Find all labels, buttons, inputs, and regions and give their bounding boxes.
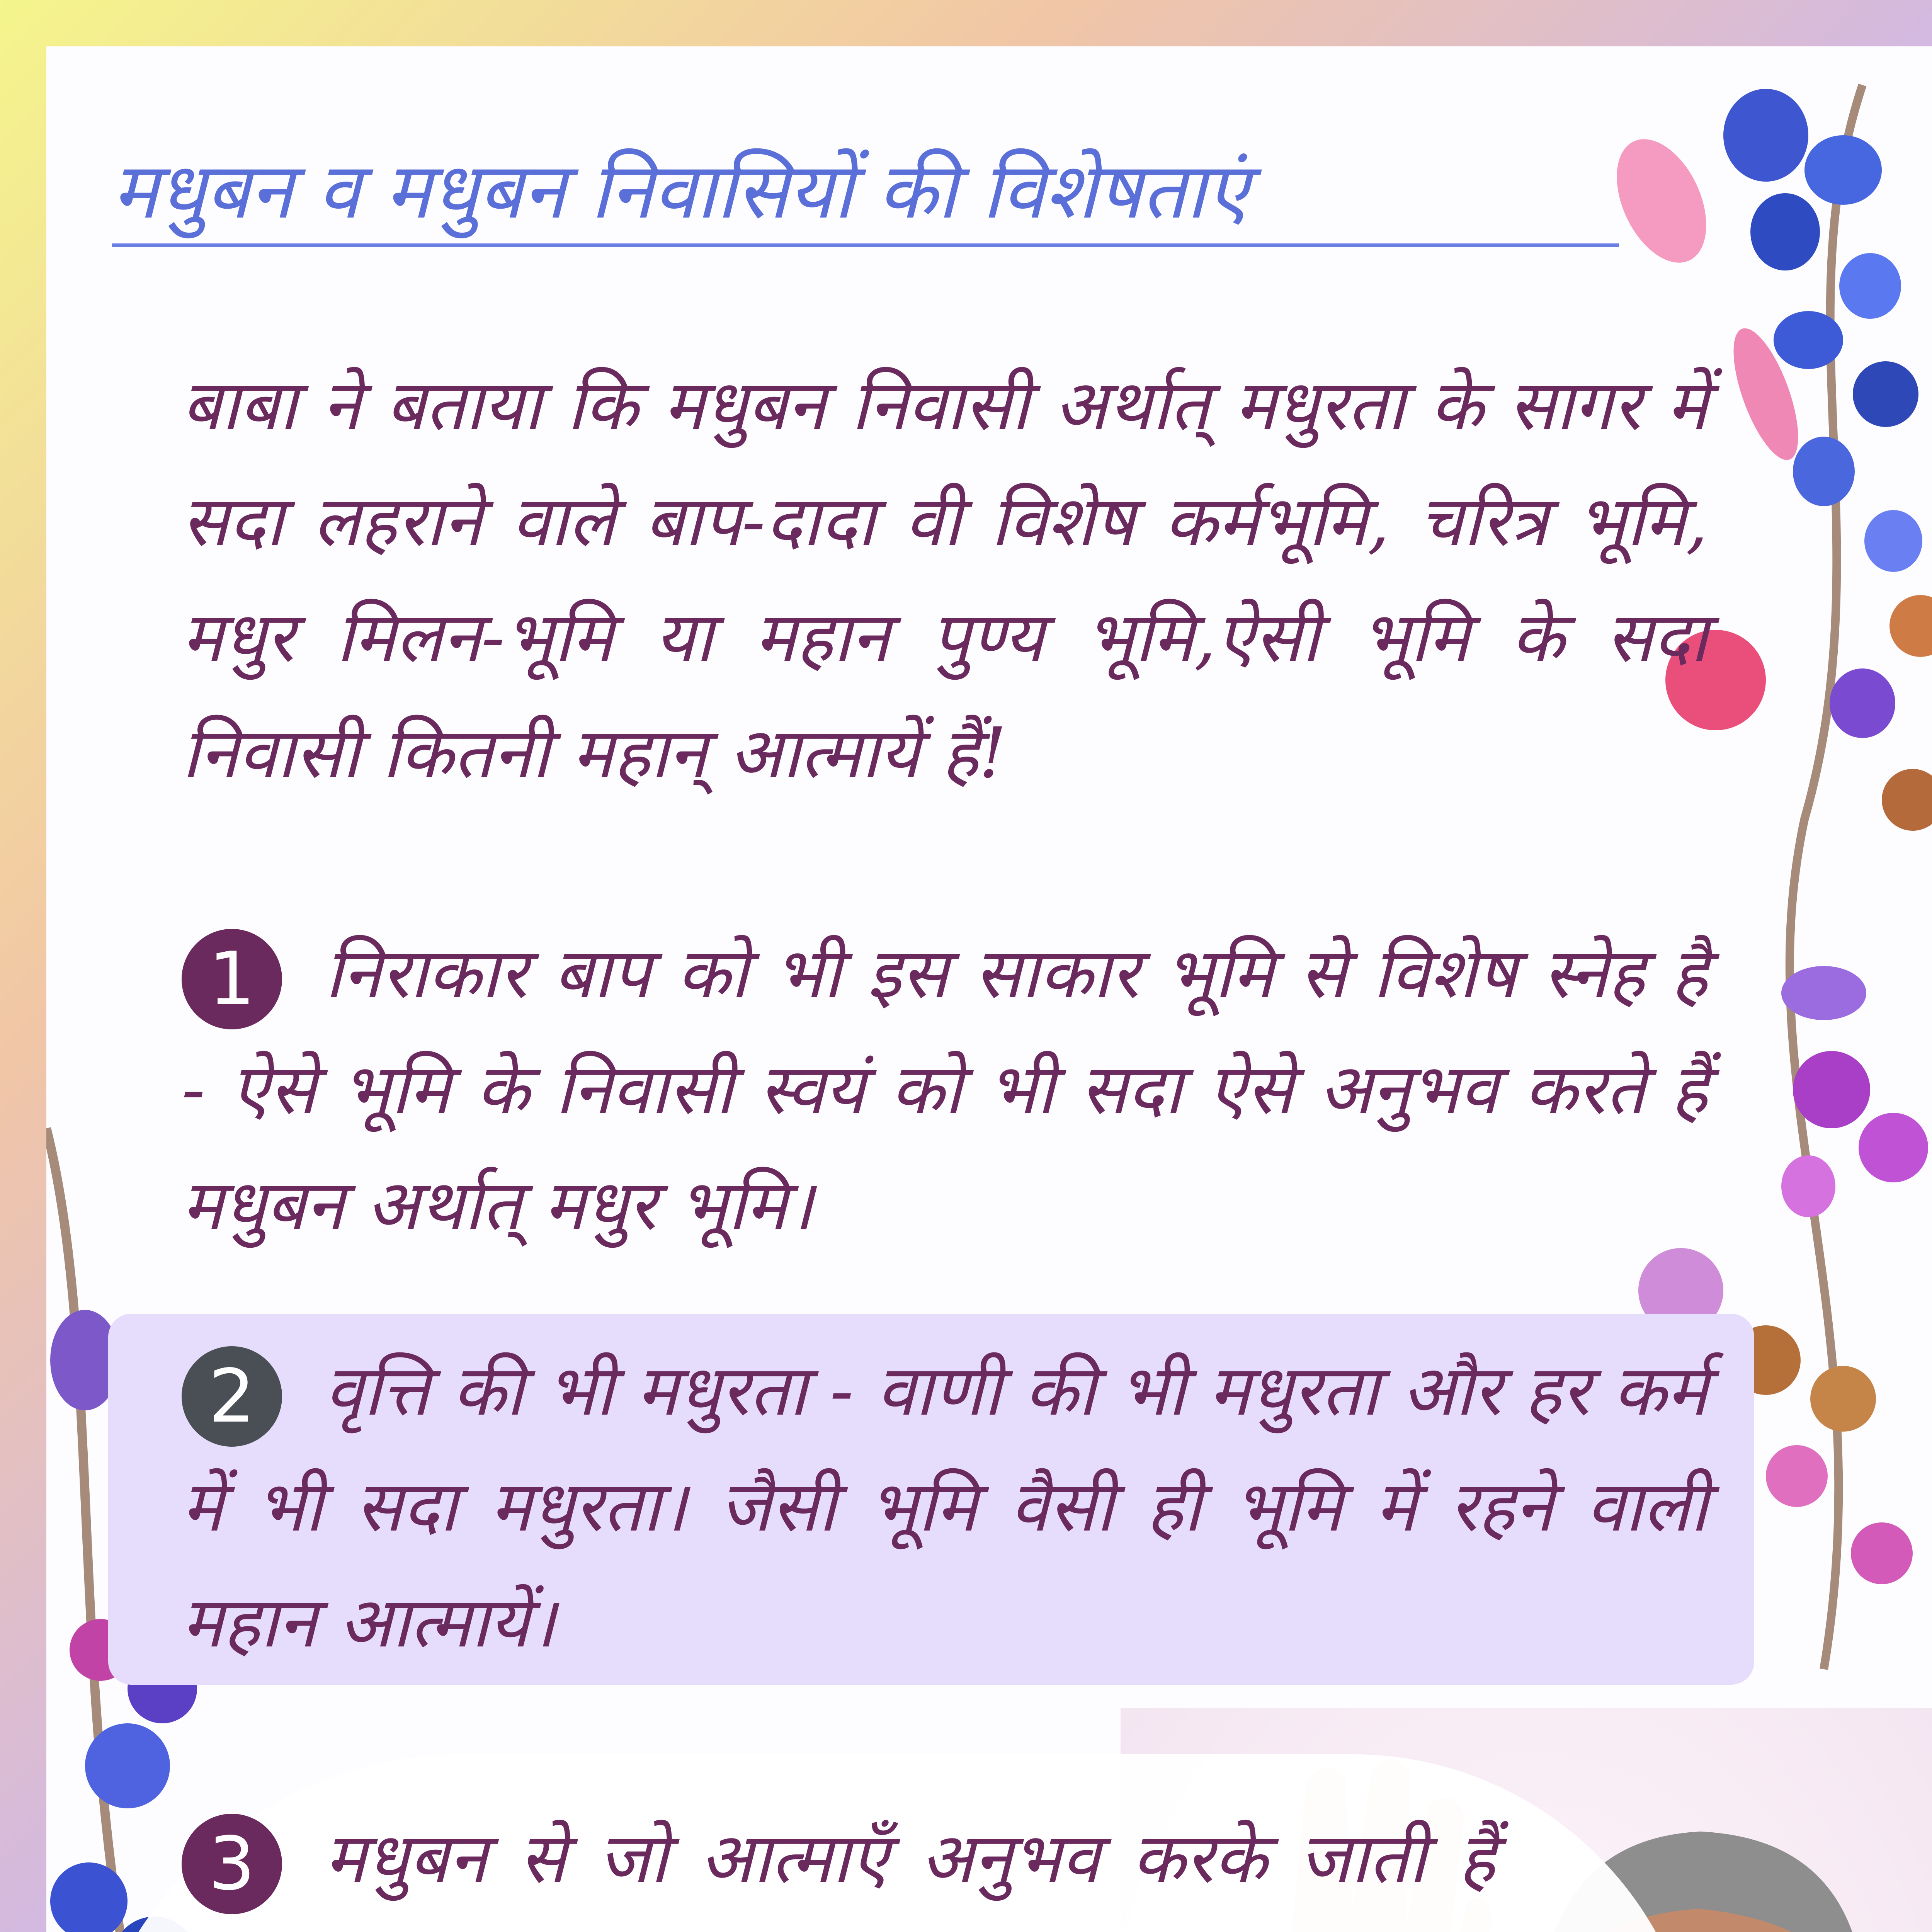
- point-2-text: वृत्ति की भी मधुरता - वाणी की भी मधुरता और हर कर्म में भी सदा मधुरता। जैसी भूमि वैसी ही भूमि में रहने वाली महान आत्मायें।: [182, 1350, 1708, 1663]
- point-3: [182, 1801, 1495, 1932]
- number-badge-2: 2: [182, 1346, 282, 1447]
- content-sheet: [46, 46, 1932, 1932]
- page-title: मधुबन व मधुबन निवासियों की विशेषताएं: [112, 143, 1619, 247]
- point-3-text: मधुबन से जो आत्माएँ अनुभव करके जाती हैं: [325, 1818, 1495, 1899]
- point-1: [182, 916, 1708, 1264]
- point-1-text: निराकार बाप को भी इस साकार भूमि से विशेष स्नेह है - ऐसे भूमि के निवासी स्वयं को भी सदा ऐसे अनुभव करते हैं मधुबन अर्थात् मधुर भूमि।: [182, 933, 1708, 1246]
- intro-paragraph: बाबा ने बताया कि मधुबन निवासी अर्थात् मधुरता के सागर में सदा लहराने वाले बाप-दादा वी विशेष कर्मभूमि, चरित्र भूमि, मधुर मिलन-भूमि या महान पुण्य भूमि,ऐसी भूमि के सदा निवासी कितनी महान् आत्मायें हैं!: [182, 365, 1708, 794]
- number-badge-3: 3: [182, 1814, 282, 1914]
- number-badge-1: 1: [182, 929, 282, 1029]
- point-2: [182, 1333, 1708, 1681]
